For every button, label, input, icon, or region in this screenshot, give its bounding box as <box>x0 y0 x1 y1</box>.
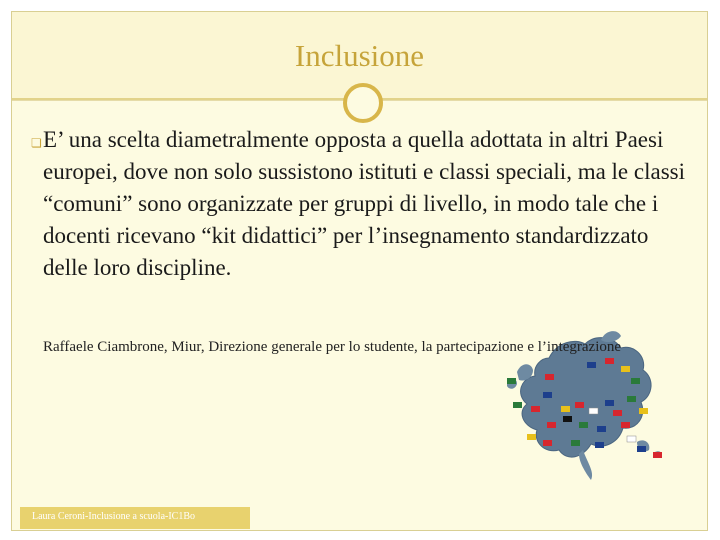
citation-text: Raffaele Ciambrone, Miur, Direzione generale per lo studente, la partecipazione e l’integrazione <box>43 339 622 355</box>
bullet-text: E’ una scelta diametralmente opposta a quella adottata in altri Paesi europei, dove non solo sussistono istituti e classi speciali, ma le classi “comuni” sono organizzate per gruppi di livello, in modo tale che i docenti ricevano “kit didattici” per l’insegnamento standardizzato delle loro discipline. <box>43 127 685 280</box>
footer-text: Laura Ceroni-Inclusione a scuola-IC1Bo <box>32 511 196 522</box>
footer-band <box>20 507 250 529</box>
bullet-icon: ❏ <box>31 136 42 150</box>
slide-title: Inclusione <box>294 38 425 73</box>
decorative-circle-icon <box>343 83 383 123</box>
